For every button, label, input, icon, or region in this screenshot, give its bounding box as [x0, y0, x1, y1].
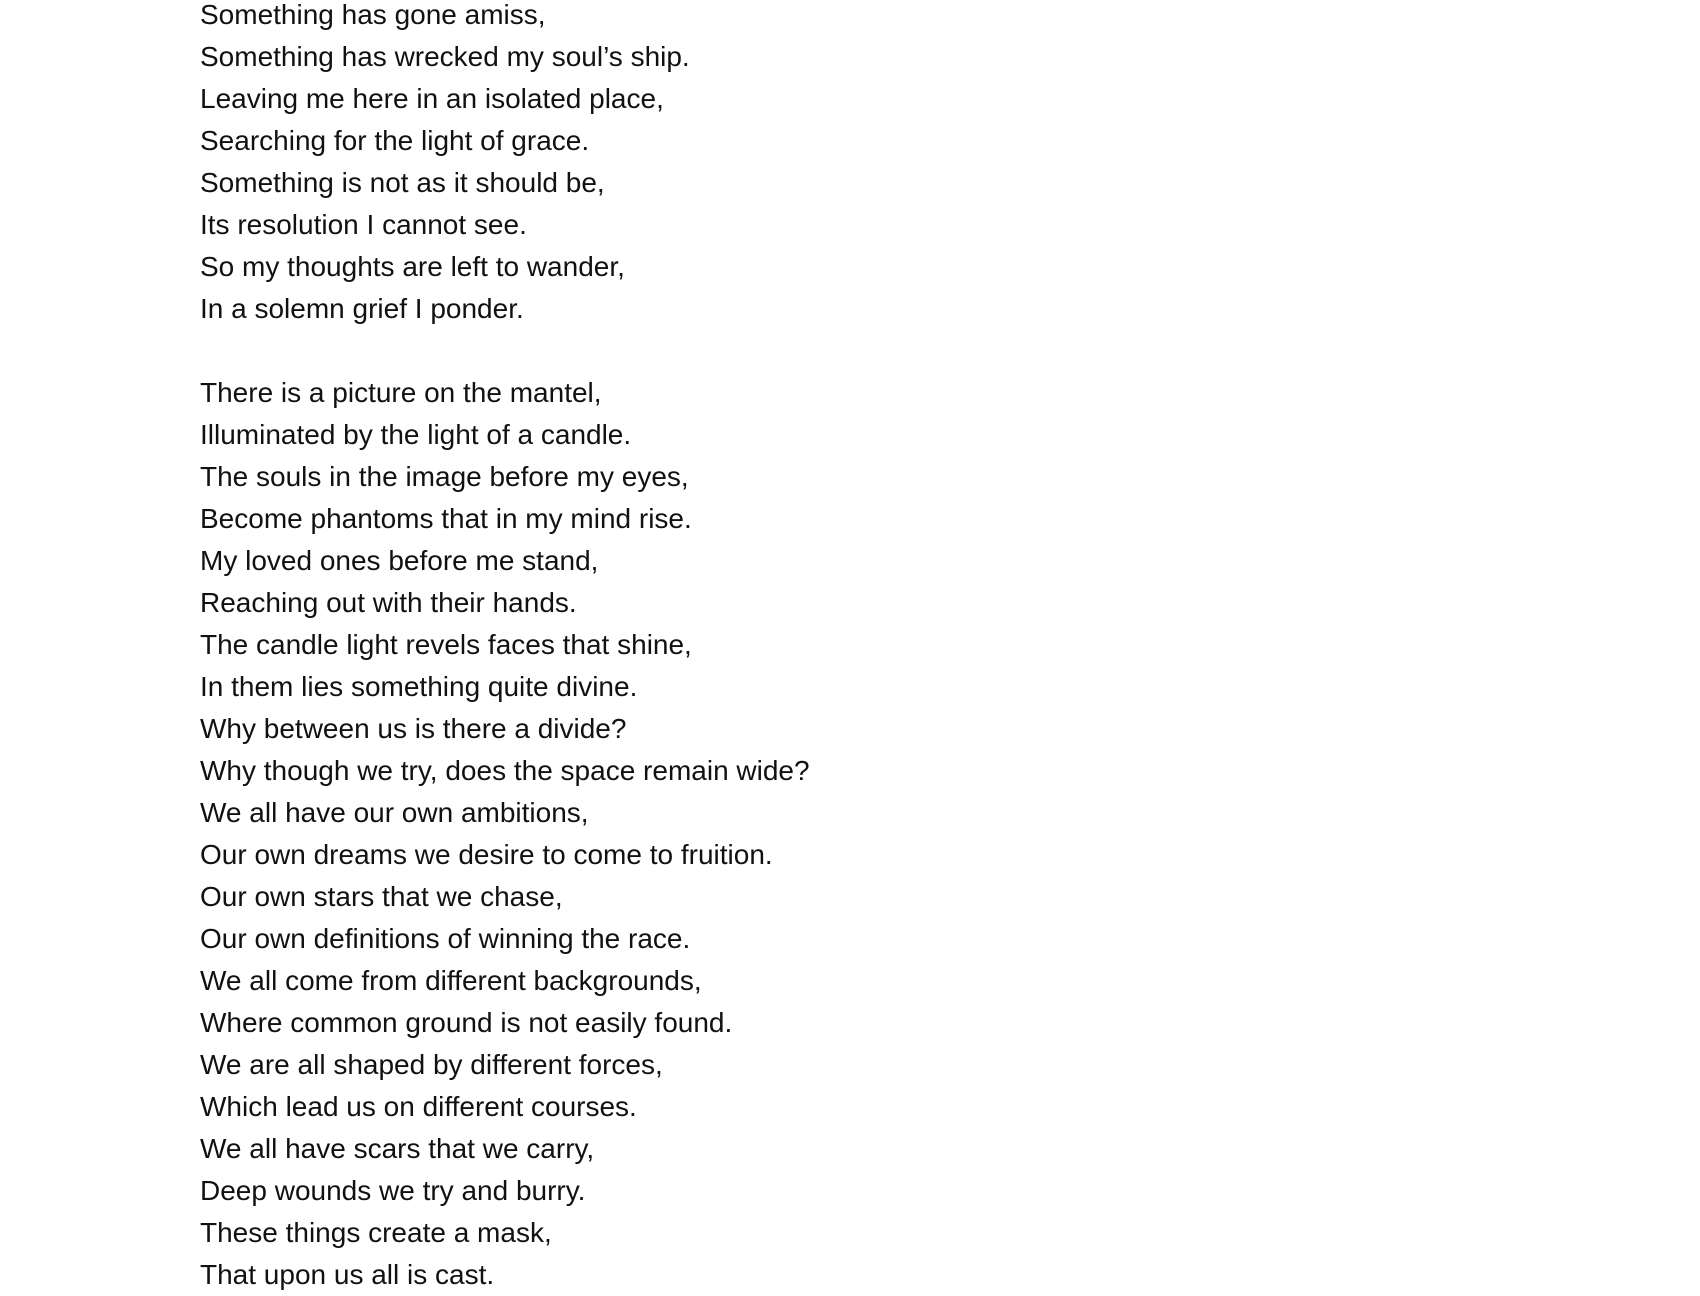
poem-line: Searching for the light of grace.	[200, 125, 590, 156]
poem-line: Something has wrecked my soul’s ship.	[200, 41, 690, 72]
poem-line: In them lies something quite divine.	[200, 671, 638, 702]
poem-line: Illuminated by the light of a candle.	[200, 419, 632, 450]
poem-line: Leaving me here in an isolated place,	[200, 83, 664, 114]
poem-line: Our own dreams we desire to come to fruition.	[200, 839, 773, 870]
poem-line: The souls in the image before my eyes,	[200, 461, 689, 492]
stanza-1	[200, 0, 810, 330]
stanza-2	[200, 372, 810, 1296]
poem-line: My loved ones before me stand,	[200, 545, 599, 576]
poem-line: Our own definitions of winning the race.	[200, 923, 691, 954]
poem-line: Where common ground is not easily found.	[200, 1007, 733, 1038]
poem-line: We all come from different backgrounds,	[200, 965, 702, 996]
poem-line: Our own stars that we chase,	[200, 881, 563, 912]
poem-line: That upon us all is cast.	[200, 1259, 495, 1290]
poem-line: We all have our own ambitions,	[200, 797, 589, 828]
poem-line: These things create a mask,	[200, 1217, 552, 1248]
poem-line: Something is not as it should be,	[200, 167, 605, 198]
poem-line: Why though we try, does the space remain wide?	[200, 755, 810, 786]
poem-line: In a solemn grief I ponder.	[200, 293, 524, 324]
poem-line: Reaching out with their hands.	[200, 587, 577, 618]
poem-line: Its resolution I cannot see.	[200, 209, 527, 240]
poem-line: Why between us is there a divide?	[200, 713, 627, 744]
poem-line: There is a picture on the mantel,	[200, 377, 602, 408]
poem-line: Which lead us on different courses.	[200, 1091, 637, 1122]
poem-line: Something has gone amiss,	[200, 0, 546, 30]
poem-line: We all have scars that we carry,	[200, 1133, 595, 1164]
poem-line: So my thoughts are left to wander,	[200, 251, 625, 282]
poem-line: Become phantoms that in my mind rise.	[200, 503, 692, 534]
poem-line: Deep wounds we try and burry.	[200, 1175, 586, 1206]
poem-line: We are all shaped by different forces,	[200, 1049, 663, 1080]
poem-line: The candle light revels faces that shine,	[200, 629, 692, 660]
poem-body	[200, 0, 810, 1296]
